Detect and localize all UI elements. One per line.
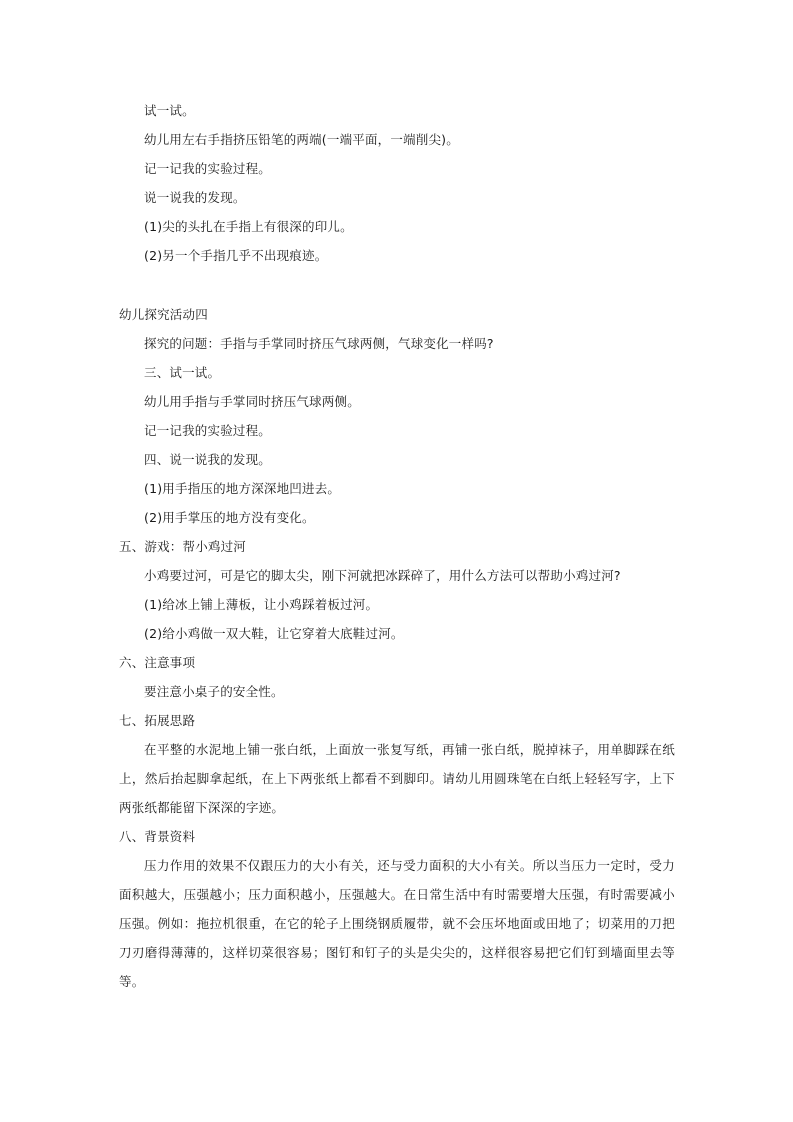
activity-4-heading: 幼儿探究活动四 bbox=[119, 307, 208, 322]
record-process-line: 记一记我的实验过程。 bbox=[144, 161, 272, 176]
activity-4-try-text: 幼儿用手指与手掌同时挤压气球两侧。 bbox=[144, 394, 360, 409]
activity-4-say-heading: 四、说一说我的发现。 bbox=[144, 452, 272, 467]
extension-paragraph: 在平整的水泥地上铺一张白纸，上面放一张复写纸，再铺一张白纸，脱掉袜子，用单脚踩在纸上，然后抬起脚拿起纸，在上下两张纸上都看不到脚印。请幼儿用圆珠笔在白纸上轻轻写字，上下两张纸都能留下深深的字迹。 bbox=[119, 742, 675, 815]
activity-4-record: 记一记我的实验过程。 bbox=[144, 423, 272, 438]
game-text: 小鸡要过河，可是它的脚太尖，刚下河就把冰踩碎了，用什么方法可以帮助小鸡过河? bbox=[144, 568, 621, 583]
activity-4-finding-1: (1)用手指压的地方深深地凹进去。 bbox=[144, 481, 341, 496]
say-findings-line: 说一说我的发现。 bbox=[144, 190, 246, 205]
extension-heading: 七、拓展思路 bbox=[119, 713, 196, 728]
game-answer-2: (2)给小鸡做一双大鞋，让它穿着大底鞋过河。 bbox=[144, 626, 404, 641]
try-it-line: 试一试。 bbox=[144, 103, 195, 118]
background-paragraph: 压力作用的效果不仅跟压力的大小有关，还与受力面积的大小有关。所以当压力一定时，受力面积越大，压强越小；压力面积越小，压强越大。在日常生活中有时需要增大压强，有时需要减小压强。例如：拖拉机很重，在它的轮子上围绕钢质履带，就不会压坏地面或田地了；切菜用的刀把刀刃磨得薄薄的，这样切菜很容易；图钉和钉子的头是尖尖的，这样很容易把它们钉到墙面里去等等。 bbox=[119, 858, 675, 989]
notes-text: 要注意小桌子的安全性。 bbox=[144, 684, 284, 699]
game-heading: 五、游戏：帮小鸡过河 bbox=[119, 539, 247, 554]
activity-4-question: 探究的问题：手指与手掌同时挤压气球两侧，气球变化一样吗? bbox=[144, 336, 494, 351]
activity-4-finding-2: (2)用手掌压的地方没有变化。 bbox=[144, 510, 315, 525]
game-answer-1: (1)给冰上铺上薄板，让小鸡踩着板过河。 bbox=[144, 597, 379, 612]
notes-heading: 六、注意事项 bbox=[119, 655, 196, 670]
pencil-experiment-line: 幼儿用左右手指挤压铅笔的两端(一端平面，一端削尖)。 bbox=[144, 132, 459, 147]
activity-4-try-heading: 三、试一试。 bbox=[144, 365, 221, 380]
background-heading: 八、背景资料 bbox=[119, 829, 196, 844]
finding-2-line: (2)另一个手指几乎不出现痕迹。 bbox=[144, 248, 328, 263]
finding-1-line: (1)尖的头扎在手指上有很深的印儿。 bbox=[144, 219, 353, 234]
